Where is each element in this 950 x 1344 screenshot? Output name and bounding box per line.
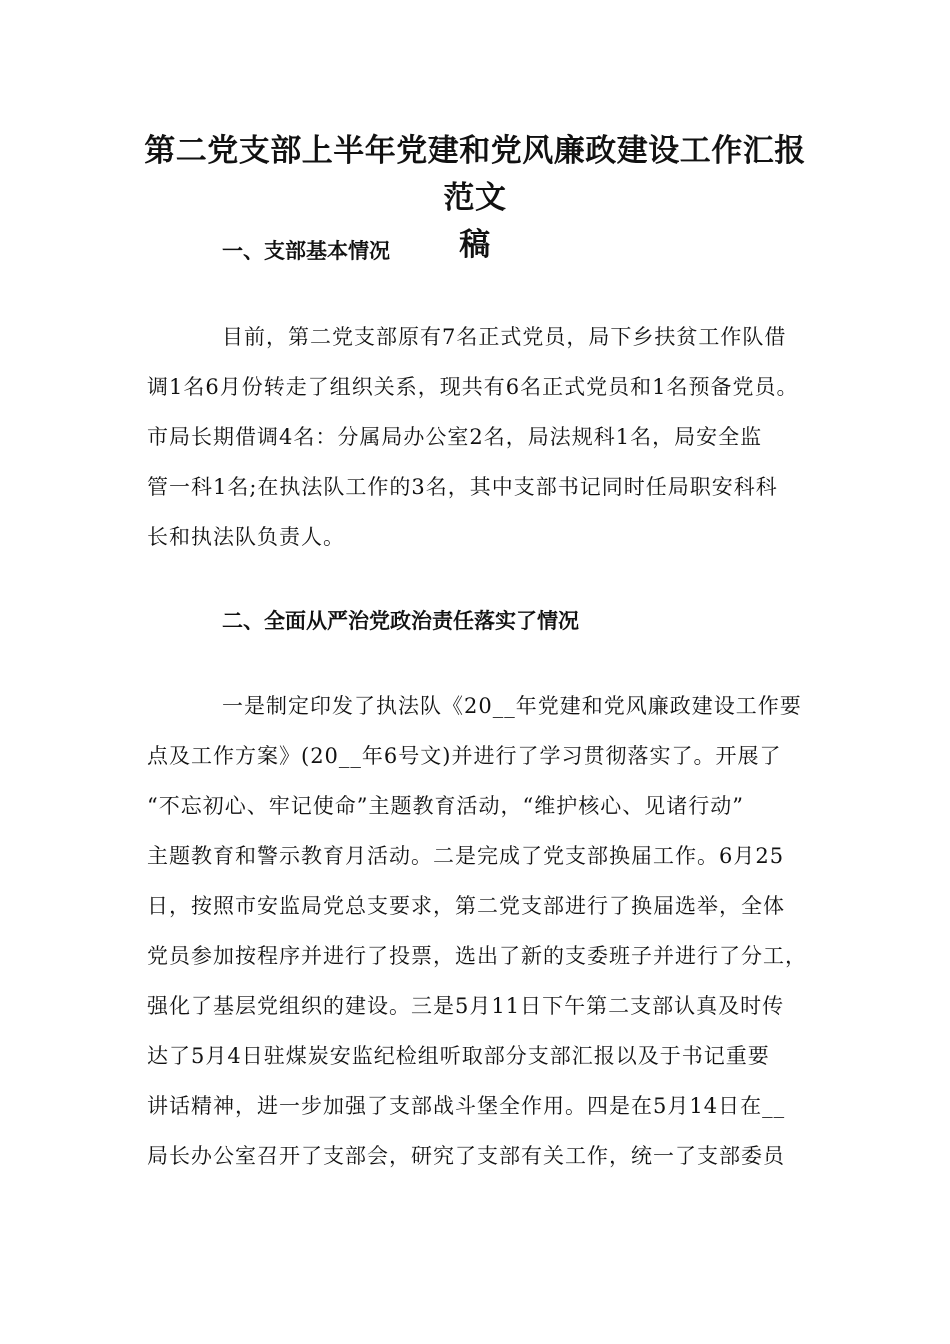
paragraph-line: 党员参加按程序并进行了投票，选出了新的支委班子并进行了分工， <box>147 944 807 968</box>
title-line-2: 稿 <box>459 227 491 263</box>
paragraph-line: 强化了基层党组织的建设。三是5月11日下午第二支部认真及时传 <box>147 994 785 1018</box>
paragraph-line: 市局长期借调4名：分属局办公室2名，局法规科1名，局安全监 <box>147 425 763 449</box>
paragraph-line: 目前，第二党支部原有7名正式党员，局下乡扶贫工作队借 <box>222 325 787 349</box>
paragraph-line: 日，按照市安监局党总支要求，第二党支部进行了换届选举，全体 <box>147 894 785 918</box>
paragraph-line: 点及工作方案》(20__年6号文)并进行了学习贯彻落实了。开展了 <box>147 744 782 768</box>
title-line-1: 第二党支部上半年党建和党风廉政建设工作汇报范文 <box>144 133 806 216</box>
paragraph-line: 管一科1名;在执法队工作的3名，其中支部书记同时任局职安科科 <box>147 475 778 499</box>
paragraph-line: 局长办公室召开了支部会，研究了支部有关工作，统一了支部委员 <box>147 1144 785 1168</box>
paragraph-line: 主题教育和警示教育月活动。二是完成了党支部换届工作。6月25 <box>147 844 785 868</box>
paragraph-line: 长和执法队负责人。 <box>147 525 345 549</box>
paragraph-line: “不忘初心、牢记使命”主题教育活动，“维护核心、见诸行动” <box>147 794 744 818</box>
paragraph-line: 讲话精神，进一步加强了支部战斗堡全作用。四是在5月14日在__ <box>147 1094 786 1118</box>
paragraph-line: 达了5月4日驻煤炭安监纪检组听取部分支部汇报以及于书记重要 <box>147 1044 770 1068</box>
section-2-heading: 二、全面从严治党政治责任落实了情况 <box>222 609 579 633</box>
paragraph-line: 调1名6月份转走了组织关系，现共有6名正式党员和1名预备党员。 <box>147 375 799 399</box>
section-1-heading: 一、支部基本情况 <box>222 239 390 263</box>
paragraph-line: 一是制定印发了执法队《20__年党建和党风廉政建设工作要 <box>222 694 802 718</box>
